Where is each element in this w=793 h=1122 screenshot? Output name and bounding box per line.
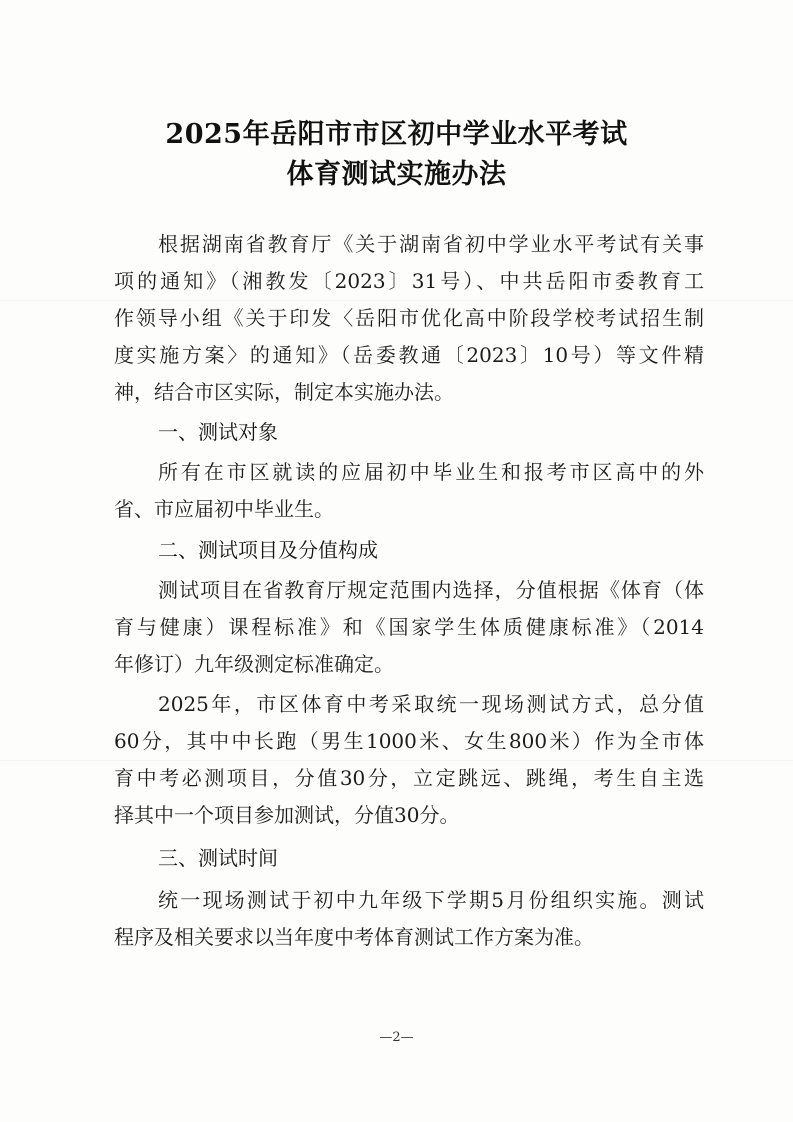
section2-para2-line4: 择其中一个项目参加测试，分值30分。 [114,803,460,827]
section2-line3: 年修订）九年级测定标准确定。 [114,652,394,676]
paragraph1-line2: 项的通知》（湘教发〔2023〕31号）、中共岳阳市委教育工 [114,269,704,293]
page-number: —2— [379,1030,414,1045]
section2-para2-line2: 60分，其中中长跑（男生1000米、女生800米）作为全市体 [114,729,704,753]
section2-heading: 二、测试项目及分值构成 [158,538,378,562]
section1-line2: 省、市应届初中毕业生。 [114,497,334,521]
section2-para2-line3: 育中考必测项目，分值30分，立定跳远、跳绳，考生自主选 [114,766,704,790]
document-title-line2: 体育测试实施办法 [286,159,507,190]
paragraph1-line1: 根据湖南省教育厅《关于湖南省初中学业水平考试有关事 [158,232,704,256]
section3-heading: 三、测试时间 [158,846,278,870]
paragraph1-line4: 度实施方案〉的通知》（岳委教通〔2023〕10号）等文件精 [114,343,704,367]
section2-line1: 测试项目在省教育厅规定范围内选择，分值根据《体育（体 [158,578,704,602]
scan-artifact [0,300,793,301]
section1-heading: 一、测试对象 [158,420,278,444]
paragraph1-line3: 作领导小组《关于印发〈岳阳市优化高中阶段学校考试招生制 [114,306,704,330]
document-title-line1: 2025年岳阳市市区初中学业水平考试 [165,119,628,150]
section3-line2: 程序及相关要求以当年度中考体育测试工作方案为准。 [114,925,594,949]
scan-artifact [0,760,793,761]
section3-line1: 统一现场测试于初中九年级下学期5月份组织实施。测试 [158,888,704,912]
section1-line1: 所有在市区就读的应届初中毕业生和报考市区高中的外 [158,460,704,484]
section2-para2-line1: 2025年，市区体育中考采取统一现场测试方式，总分值 [158,692,704,716]
paragraph1-line5: 神，结合市区实际，制定本实施办法。 [114,380,454,404]
section2-line2: 育与健康）课程标准》和《国家学生体质健康标准》（2014 [114,615,704,639]
